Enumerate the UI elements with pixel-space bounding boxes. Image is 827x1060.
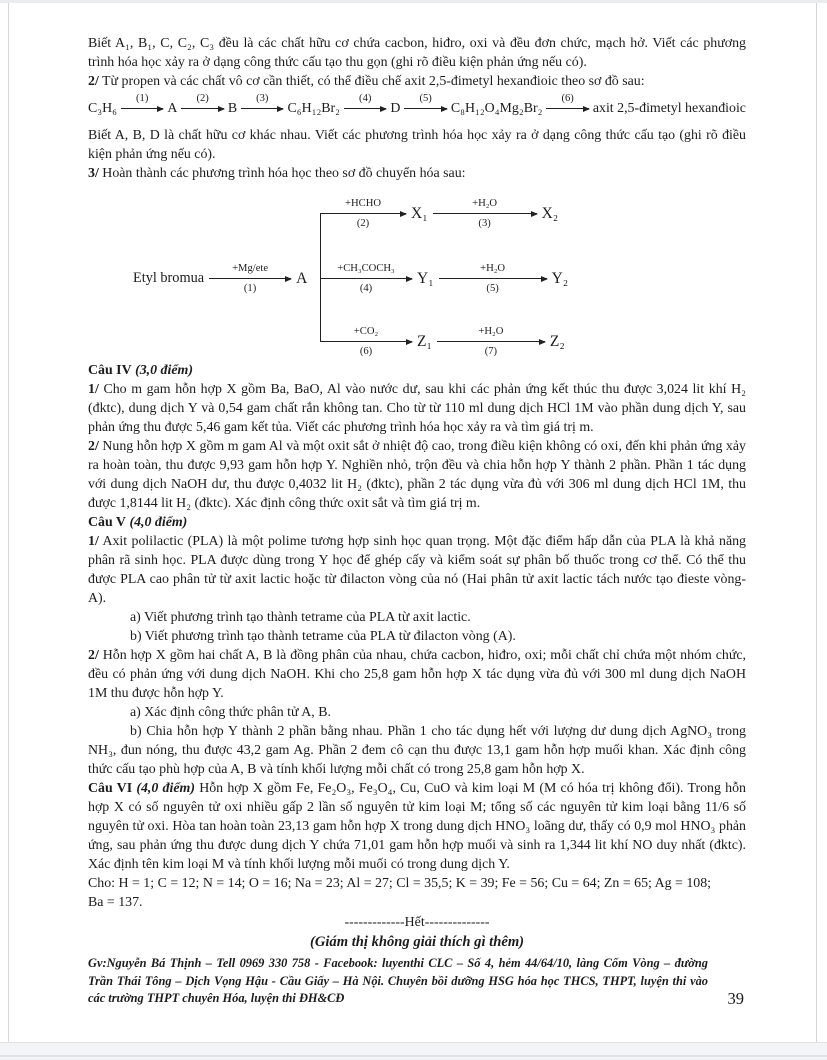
part-number: 1/: [88, 382, 99, 397]
scan-edge-right: [816, 3, 817, 1043]
q2-text: Từ propen và các chất vô cơ cần thiết, có thể điều chế axit 2,5-đimetyl hexanđioic theo sơ đồ sau:: [98, 74, 645, 89]
diagram-start-label: Etyl bromua: [133, 270, 205, 286]
arrow-reagent-label: +Mg/ete: [232, 263, 269, 274]
reaction-arrow-2: [181, 92, 223, 125]
arrow-shaft: [404, 108, 446, 109]
reaction-arrow-1: [121, 92, 163, 125]
arrow-shaft: [439, 278, 547, 279]
section-5-part-1b: b) Viết phương trình tạo thành tetrame của PLA từ đilacton vòng (A).: [130, 629, 516, 644]
section-5-part-1a: a) Viết phương trình tạo thành tetrame của PLA từ axit lactic.: [130, 610, 471, 625]
reaction-arrow-6: [546, 92, 588, 125]
diagram-arrow-5: [439, 262, 547, 295]
arrow-shaft: [209, 278, 291, 279]
section-6-title: Câu VI: [88, 781, 133, 796]
diagram-arrow-3: [433, 197, 537, 230]
arrow-reagent-label: +CO₂: [353, 326, 379, 337]
atomic-masses-line-1: Cho: H = 1; C = 12; N = 14; O = 16; Na = 23; Al = 27; Cl = 35,5; K = 39; Fe = 56; Cu = 64; Zn = 65; Ag = 108;: [88, 876, 712, 891]
reaction-arrow-4: [344, 92, 386, 125]
scheme-node: C₈H₁₂O₄Mg₂Br₂: [450, 101, 543, 116]
scan-edge-bottom: [0, 1042, 827, 1060]
diagram-row-y: [320, 262, 568, 295]
section-4-title: Câu IV: [88, 363, 132, 378]
section-5-heading: [88, 513, 746, 532]
section-4-heading: [88, 361, 746, 380]
arrow-reagent-label: +H₂O: [478, 326, 504, 337]
diagram-arrow-6: [320, 325, 412, 358]
footer: [88, 955, 746, 1008]
atomic-masses-line-2: Ba = 137.: [88, 895, 143, 910]
scheme-node: C₆H₁₂Br₂: [287, 101, 341, 116]
arrow-shaft: [241, 108, 283, 109]
section-5-part-1: [88, 532, 746, 608]
arrow-step-label: (5): [486, 283, 499, 294]
diagram-node-x1: X₁: [411, 205, 428, 222]
diagram-node-a: A: [296, 270, 308, 287]
document-content: [88, 34, 746, 1008]
scan-edge-top: [0, 0, 827, 3]
arrow-shaft: [433, 213, 537, 214]
question-3: [88, 164, 746, 183]
conversion-diagram: [88, 185, 746, 359]
arrow-step-label: (4): [359, 283, 373, 294]
arrow-shaft: [320, 341, 412, 342]
part-text: Cho m gam hỗn hợp X gồm Ba, BaO, Al vào nước dư, sau khi các phản ứng kết thúc thu được 3,024 lit khí H₂ (đktc), dung dịch Y và 0,54 gam chất rắn không tan. Cho từ từ 110 ml dung dịch HCl 1M vào phần dung dịch Y, sau phản ứng thu được 5,46 gam kết tủa. Viết các phương trình hóa học xảy ra và tìm giá trị m.: [88, 382, 746, 435]
arrow-step-label: (4): [359, 93, 372, 104]
question-2: [88, 72, 746, 91]
arrow-shaft: [437, 341, 545, 342]
q3-number: 3/: [88, 166, 99, 181]
arrow-step-label: (1): [136, 93, 149, 104]
arrow-step-label: (3): [256, 93, 269, 104]
scheme-node: B: [227, 101, 238, 116]
arrow-reagent-label: +H₂O: [480, 263, 506, 274]
arrow-step-label: (7): [484, 346, 498, 357]
diagram-row-x: [320, 197, 558, 230]
scheme-note: Biết A, B, D là chất hữu cơ khác nhau. Viết các phương trình hóa học xảy ra ở dạng công thức cấu tạo (ghi rõ điều kiện phản ứng nếu có).: [88, 128, 746, 162]
scan-edge-left: [8, 3, 9, 1043]
diagram-arrow-1: [209, 262, 291, 295]
diagram-arrow-4: [320, 262, 412, 295]
part-number: 2/: [88, 439, 99, 454]
diagram-arrow-2: [320, 197, 406, 230]
part-number: 1/: [88, 534, 99, 549]
q2-number: 2/: [88, 74, 99, 89]
part-number: 2/: [88, 648, 99, 663]
intro-paragraph: Biết A₁, B₁, C, C₂, C₃ đều là các chất hữu cơ chứa cacbon, hiđro, oxi và đều đơn chức, mạch hở. Viết các phương trình hóa học xảy ra ở dạng công thức cấu tạo thu gọn (ghi rõ điều kiện phản ứng nếu có).: [88, 36, 746, 70]
arrow-shaft: [344, 108, 386, 109]
section-5-points: (4,0 điểm): [125, 515, 188, 530]
part-text: Nung hỗn hợp X gồm m gam Al và một oxit sắt ở nhiệt độ cao, trong điều kiện không có oxi, đến khi phản ứng xảy ra hoàn toàn, thu được 9,93 gam hỗn hợp Y. Nghiền nhỏ, trộn đều và chia hỗn hợp Y thành 2 phần. Phần 1 tác dụng với dung dịch NaOH dư, thu được 0,4032 lit H₂ (đktc), phần 2 tác dụng vừa đủ với 306 ml dung dịch HCl 1M, thu được 1,8144 lit H₂ (đktc). Xác định công thức oxit sắt và tìm giá trị m.: [88, 439, 746, 511]
section-5-title: Câu V: [88, 515, 126, 530]
section-5-part-2b: b) Chia hỗn hợp Y thành 2 phần bằng nhau. Phần 1 cho tác dụng hết với lượng dư dung dịch AgNO₃ trong NH₃, đun nóng, thu được 43,2 gam Ag. Phần 2 đem cô cạn thu được 13,1 gam hỗn hợp muối khan. Xác định công thức cấu tạo phù hợp của A, B và tính khối lượng mỗi chất có trong 25,8 gam hỗn hợp X.: [88, 724, 746, 777]
diagram-arrow-7: [437, 325, 545, 358]
arrow-step-label: (3): [478, 218, 491, 229]
teacher-contact-info: Gv:Nguyễn Bá Thịnh – Tell 0969 330 758 - Facebook: luyenthi CLC – Số 4, hẻm 44/64/10, làng Cốm Vòng – đường Trần Thái Tông – Dịch Vọng Hậu - Cầu Giấy – Hà Nội. Chuyên bồi dưỡng HSG hóa học THCS, THPT, luyện thi vào các trường THPT chuyên Hóa, luyện thi ĐH&CĐ: [88, 956, 708, 1005]
arrow-step-label: (6): [561, 93, 574, 104]
diagram-node-y2: Y₂: [551, 270, 569, 287]
section-6-paragraph: [88, 779, 746, 874]
arrow-shaft: [546, 108, 588, 109]
diagram-node-y1: Y₁: [417, 270, 434, 287]
section-5-part-2a: a) Xác định công thức phân tử A, B.: [130, 705, 331, 720]
reaction-arrow-3: [241, 92, 283, 125]
section-4-points: (3,0 điểm): [131, 363, 193, 378]
arrow-reagent-label: +HCHO: [345, 198, 381, 209]
arrow-shaft: [320, 278, 412, 279]
scheme-node: D: [390, 101, 401, 116]
arrow-shaft: [320, 213, 406, 214]
page-number: 39: [727, 988, 744, 1008]
scheme-node: A: [167, 101, 178, 116]
diagram-node-z1: Z₁: [417, 333, 432, 350]
section-4-part-1: [88, 380, 746, 437]
arrow-step-label: (1): [243, 283, 257, 294]
section-5-part-2: [88, 646, 746, 703]
q3-text: Hoàn thành các phương trình hóa học theo sơ đồ chuyển hóa sau:: [98, 166, 466, 181]
diagram-row-z: [320, 325, 565, 358]
arrow-reagent-label: +CH₃COCH₃: [337, 263, 395, 274]
diagram-node-z2: Z₂: [549, 333, 565, 350]
arrow-reagent-label: +H₂O: [472, 198, 498, 209]
proctor-note: (Giám thị không giải thích gì thêm): [309, 934, 525, 950]
arrow-step-label: (2): [356, 218, 370, 229]
arrow-step-label: (6): [359, 346, 373, 357]
diagram-row-start: [133, 262, 307, 295]
diagram-node-x2: X₂: [541, 205, 559, 222]
section-6-points: (4,0 điểm): [132, 781, 195, 796]
part-text: Hỗn hợp X gồm hai chất A, B là đồng phân của nhau, chứa cacbon, hiđro, oxi; mỗi chất chỉ chứa một nhóm chức, đều có phản ứng với dung dịch NaOH. Khi cho 25,8 gam hỗn hợp X tác dụng vừa đủ với 300 ml dung dịch NaOH 1M thu được hỗn hợp Y.: [88, 648, 746, 701]
reaction-scheme-propen: [88, 92, 746, 125]
scheme-product: axit 2,5-đimetyl hexanđioic: [592, 101, 746, 116]
arrow-step-label: (2): [196, 93, 209, 104]
section-6-text: Hỗn hợp X gồm Fe, Fe₂O₃, Fe₃O₄, Cu, CuO và kim loại M (M có hóa trị không đổi). Trong hỗn hợp X có số nguyên tử oxi nhiều gấp 2 lần số nguyên tử kim loại M; tổng số các nguyên tử kim loại bằng 11/6 số nguyên tử oxi. Hòa tan hoàn toàn 23,13 gam hỗn hợp X trong dung dịch HNO₃ loãng dư, thấy có 0,9 mol HNO₃ phản ứng, sau phản ứng thu được dung dịch Y chứa 71,01 gam hỗn hợp muối và sinh ra 1,344 lit khí NO duy nhất (đktc). Xác định tên kim loại M và tính khối lượng mỗi muối có trong dung dịch Y.: [88, 781, 746, 872]
end-marker: -------------Hết--------------: [344, 915, 490, 930]
scan-edge-bottom-line: [0, 1055, 827, 1057]
section-4-part-2: [88, 437, 746, 513]
scheme-start-formula: C₃H₆: [88, 101, 117, 116]
part-text: Axit polilactic (PLA) là một polime tương hợp sinh học quan trọng. Một đặc điểm hấp dẫn của PLA là khả năng phân rã sinh học. PLA được dùng trong Y học để ghép cấy và kiểm soát sự phân bố thuốc trong cơ thể. Có thể thu được PLA cao phân tử từ axit lactic hoặc từ đilacton vòng của nó (Hai phân tử axit lactic tách nước tạo đieste vòng-A).: [88, 534, 746, 606]
reaction-arrow-5: [404, 92, 446, 125]
arrow-shaft: [121, 108, 163, 109]
arrow-shaft: [181, 108, 223, 109]
arrow-step-label: (5): [419, 93, 432, 104]
